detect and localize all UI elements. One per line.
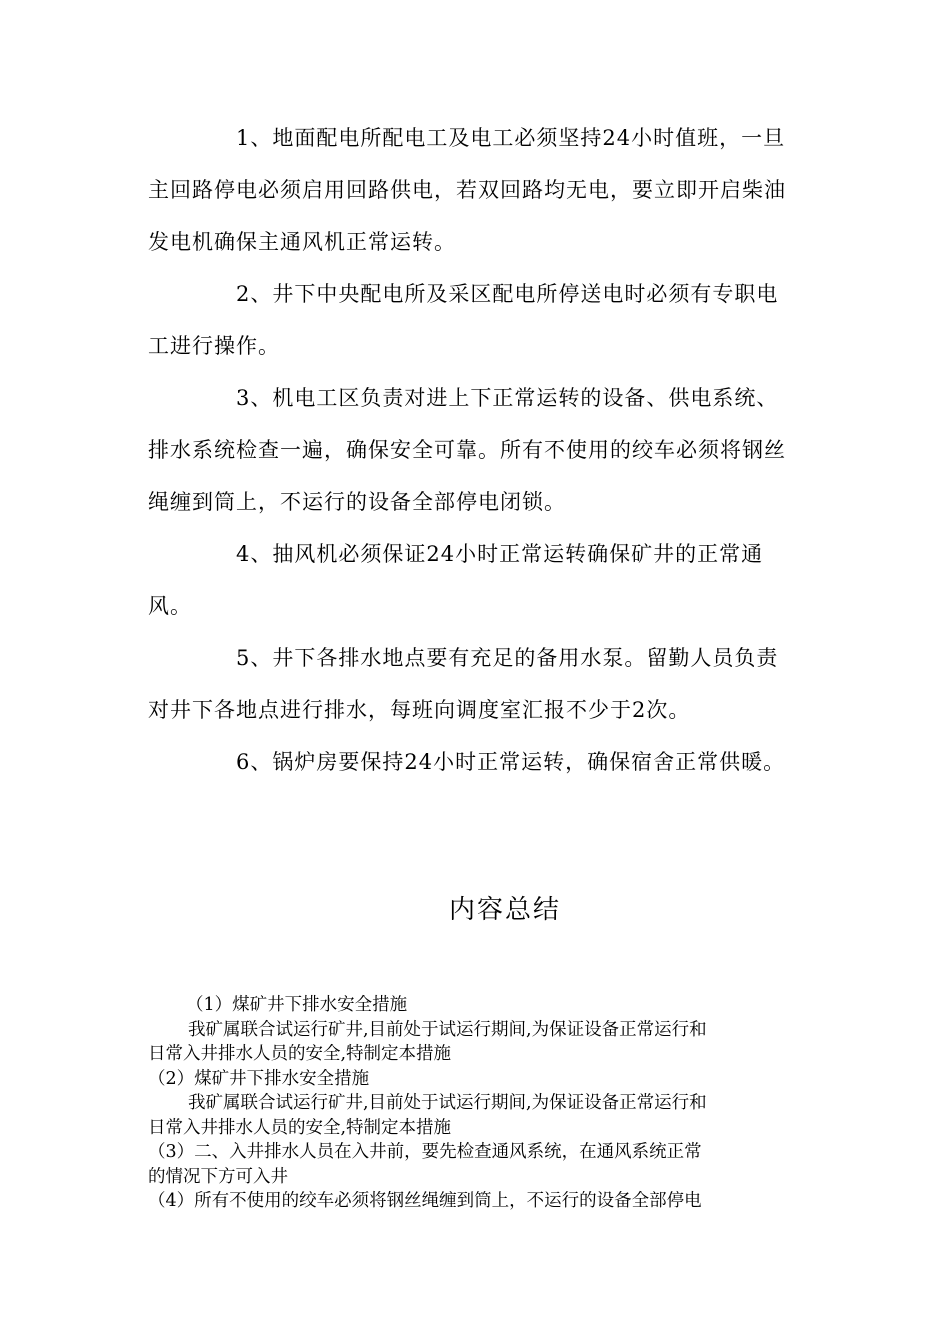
summary-line: 日常入井排水人员的安全,特制定本措施 (148, 1044, 452, 1064)
measure-item-4 (148, 528, 798, 632)
measure-text: 井下中央配电所及采区配电所停送电时必须有专职电工进行操作。 (148, 282, 779, 358)
summary-line: （4）所有不使用的绞车必须将钢丝绳缠到筒上，不运行的设备全部停电 (148, 1191, 702, 1211)
measure-item-3 (148, 372, 798, 528)
measure-text: 抽风机必须保证24小时正常运转确保矿井的正常通风。 (148, 542, 764, 618)
measure-text: 井下各排水地点要有充足的备用水泵。留勤人员负责对井下各地点进行排水，每班向调度室汇报不少于2次。 (148, 646, 779, 722)
measure-number: 5、 (236, 646, 273, 670)
measure-item-5 (148, 632, 798, 736)
summary-heading: 内容总结 (448, 895, 561, 925)
measure-number: 3、 (236, 386, 273, 410)
summary-line: 我矿属联合试运行矿井,目前处于试运行期间,为保证设备正常运行和 (188, 1093, 707, 1113)
measure-number: 4、 (236, 542, 273, 566)
measure-number: 1、 (236, 126, 273, 150)
measure-text: 地面配电所配电工及电工必须坚持24小时值班，一旦主回路停电必须启用回路供电，若双回路均无电，要立即开启柴油发电机确保主通风机正常运转。 (148, 126, 786, 254)
summary-line: （2）煤矿井下排水安全措施 (148, 1068, 370, 1089)
summary-line: 我矿属联合试运行矿井,目前处于试运行期间,为保证设备正常运行和 (188, 1019, 707, 1040)
measure-item-1 (148, 112, 798, 268)
measures-list (148, 112, 798, 788)
measure-text: 机电工区负责对进上下正常运转的设备、供电系统、排水系统检查一遍，确保安全可靠。所有不使用的绞车必须将钢丝绳缠到筒上，不运行的设备全部停电闭锁。 (148, 386, 786, 514)
measure-text: 锅炉房要保持24小时正常运转，确保宿舍正常供暖。 (272, 750, 786, 774)
summary-line: （3）二、入井排水人员在入井前，要先检查通风系统，在通风系统正常 (148, 1142, 702, 1162)
summary-line: 的情况下方可入井 (148, 1166, 288, 1187)
measure-item-6 (148, 736, 798, 788)
summary-line: 日常入井排水人员的安全,特制定本措施 (148, 1117, 452, 1138)
summary-line: （1）煤矿井下排水安全措施 (186, 995, 408, 1015)
measure-number: 6、 (236, 750, 273, 774)
measure-item-2 (148, 268, 798, 372)
measure-number: 2、 (236, 282, 273, 306)
summary-section (148, 993, 808, 1214)
